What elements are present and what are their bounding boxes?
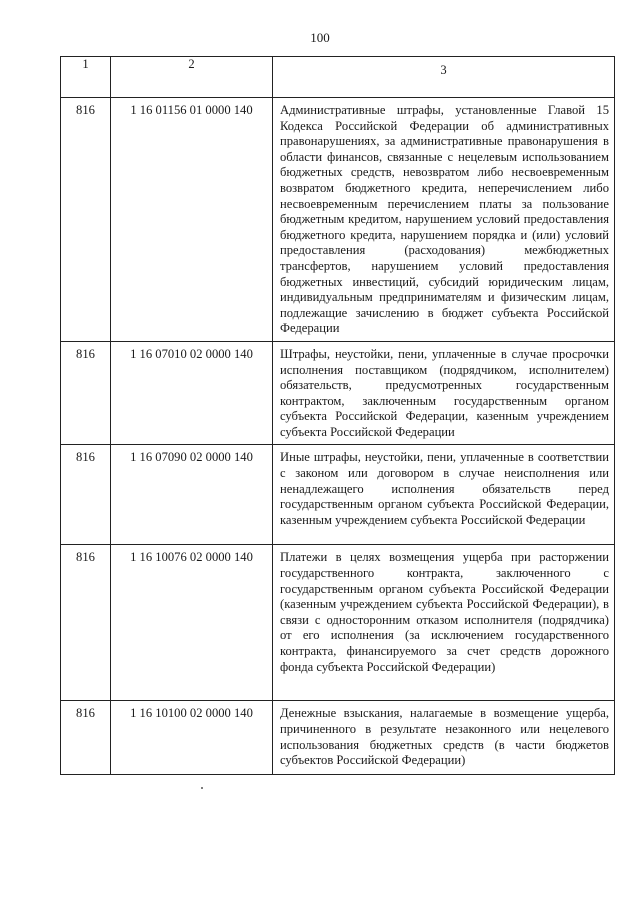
admin-code-cell: 816 xyxy=(61,545,111,701)
revenue-code-cell: 1 16 01156 01 0000 140 xyxy=(111,98,273,342)
scan-speck xyxy=(201,787,203,789)
header-col-1: 1 xyxy=(61,57,111,98)
description-cell: Штрафы, неустойки, пени, уплаченные в случае просрочки исполнения поставщиком (подрядчиком, исполнителем) обязательств, предусмотренных государственным контрактом, заключенным государственным органом субъекта Российской Федерации, казенным учреждением субъекта Российской Федерации xyxy=(273,341,615,445)
header-col-3: 3 xyxy=(273,57,615,98)
budget-codes-table xyxy=(60,56,615,775)
table-row xyxy=(61,98,615,342)
admin-code-cell: 816 xyxy=(61,701,111,775)
revenue-code-cell: 1 16 07010 02 0000 140 xyxy=(111,341,273,445)
header-col-2: 2 xyxy=(111,57,273,98)
page-number: 100 xyxy=(310,30,330,45)
revenue-code-cell: 1 16 10076 02 0000 140 xyxy=(111,545,273,701)
table-row xyxy=(61,545,615,701)
admin-code-cell: 816 xyxy=(61,445,111,545)
revenue-code-cell: 1 16 07090 02 0000 140 xyxy=(111,445,273,545)
admin-code-cell: 816 xyxy=(61,98,111,342)
admin-code-cell: 816 xyxy=(61,341,111,445)
table-row xyxy=(61,445,615,545)
description-cell: Административные штрафы, установленные Главой 15 Кодекса Российской Федерации об административных правонарушениях, за административные правонарушения в области финансов, связанные с нецелевым использованием бюджетных средств, невозвратом либо несвоевременным возвратом бюджетного кредита, неперечислением либо несвоевременным перечислением платы за пользование бюджетным кредитом, нарушением условий предоставления бюджетного кредита, нарушением порядка и (или) условий предоставления (расходования) межбюджетных трансфертов, нарушением условий предоставления бюджетных инвестиций, субсидий юридическим лицам, индивидуальным предпринимателям и физическим лицам, подлежащие зачислению в бюджет субъекта Российской Федерации xyxy=(273,98,615,342)
table-row xyxy=(61,701,615,775)
revenue-code-cell: 1 16 10100 02 0000 140 xyxy=(111,701,273,775)
table-row xyxy=(61,341,615,445)
description-cell: Иные штрафы, неустойки, пени, уплаченные в соответствии с законом или договором в случае неисполнения или ненадлежащего исполнения обязательств перед государственным органом субъекта Российской Федерации, казенным учреждением субъекта Российской Федерации xyxy=(273,445,615,545)
table-header-row xyxy=(61,57,615,98)
description-cell: Денежные взыскания, налагаемые в возмещение ущерба, причиненного в результате незаконного или нецелевого использования бюджетных средств (в части бюджетов субъектов Российской Федерации) xyxy=(273,701,615,775)
description-cell: Платежи в целях возмещения ущерба при расторжении государственного контракта, заключенного с государственным органом субъекта Российской Федерации (казенным учреждением субъекта Российской Федерации), в связи с односторонним отказом исполнителя (подрядчика) от его исполнения (за исключением государственного контракта, финансируемого за счет средств дорожного фонда субъекта Российской Федерации) xyxy=(273,545,615,701)
